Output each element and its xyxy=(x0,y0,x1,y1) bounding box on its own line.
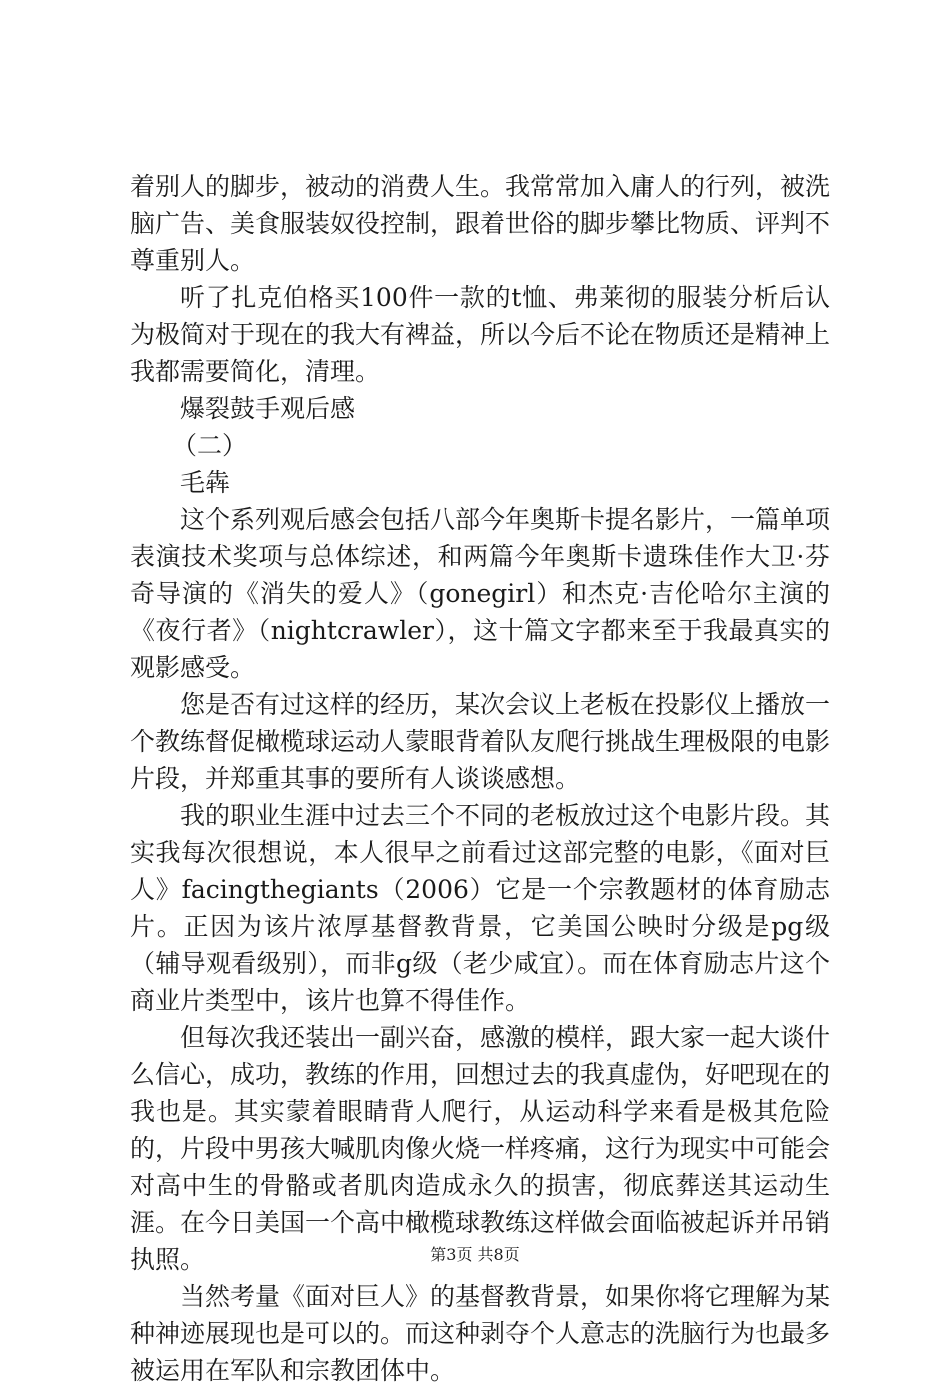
paragraph: 您是否有过这样的经历，某次会议上老板在投影仪上播放一个教练督促橄榄球运动人蒙眼背着队友爬行挑战生理极限的电影片段，并郑重其事的要所有人谈谈感想。 xyxy=(130,690,831,793)
paragraph: 听了扎克伯格买100件一款的t恤、弗莱彻的服装分析后认为极简对于现在的我大有裨益，所以今后不论在物质还是精神上我都需要简化，清理。 xyxy=(130,283,831,386)
paragraph: 这个系列观后感会包括八部今年奥斯卡提名影片，一篇单项表演技术奖项与总体综述，和两篇今年奥斯卡遗珠佳作大卫·芬奇导演的《消失的爱人》（gonegirl）和杰克·吉伦哈尔主演的《夜行者》（nightcrawler），这十篇文字都来至于我最真实的观影感受。 xyxy=(130,505,831,682)
document-body xyxy=(130,168,830,1389)
paragraph: 但每次我还装出一副兴奋，感激的模样，跟大家一起大谈什么信心，成功，教练的作用，回想过去的我真虚伪，好吧现在的我也是。其实蒙着眼睛背人爬行，从运动科学来看是极其危险的，片段中男孩大喊肌肉像火烧一样疼痛，这行为现实中可能会对高中生的骨骼或者肌肉造成永久的损害，彻底葬送其运动生涯。在今日美国一个高中橄榄球教练这样做会面临被起诉并吊销执照。 xyxy=(130,1023,831,1274)
article-part-number: （二） xyxy=(172,431,248,460)
page-footer: 第3页 共8页 xyxy=(430,1245,520,1264)
paragraph: 我的职业生涯中过去三个不同的老板放过这个电影片段。其实我每次很想说，本人很早之前看过这部完整的电影，《面对巨人》facingthegiants（2006）它是一个宗教题材的体育励志片。正因为该片浓厚基督教背景，它美国公映时分级是pg级（辅导观看级别），而非g级（老少咸宜）。而在体育励志片这个商业片类型中，该片也算不得佳作。 xyxy=(130,801,831,1015)
paragraph: 当然考量《面对巨人》的基督教背景，如果你将它理解为某种神迹展现也是可以的。而这种剥夺个人意志的洗脑行为也最多被运用在军队和宗教团体中。 xyxy=(130,1282,831,1385)
paragraph: 着别人的脚步，被动的消费人生。我常常加入庸人的行列，被洗脑广告、美食服装奴役控制，跟着世俗的脚步攀比物质、评判不尊重别人。 xyxy=(130,172,831,275)
article-title: 爆裂鼓手观后感 xyxy=(180,394,356,423)
article-author: 毛犇 xyxy=(180,468,231,497)
